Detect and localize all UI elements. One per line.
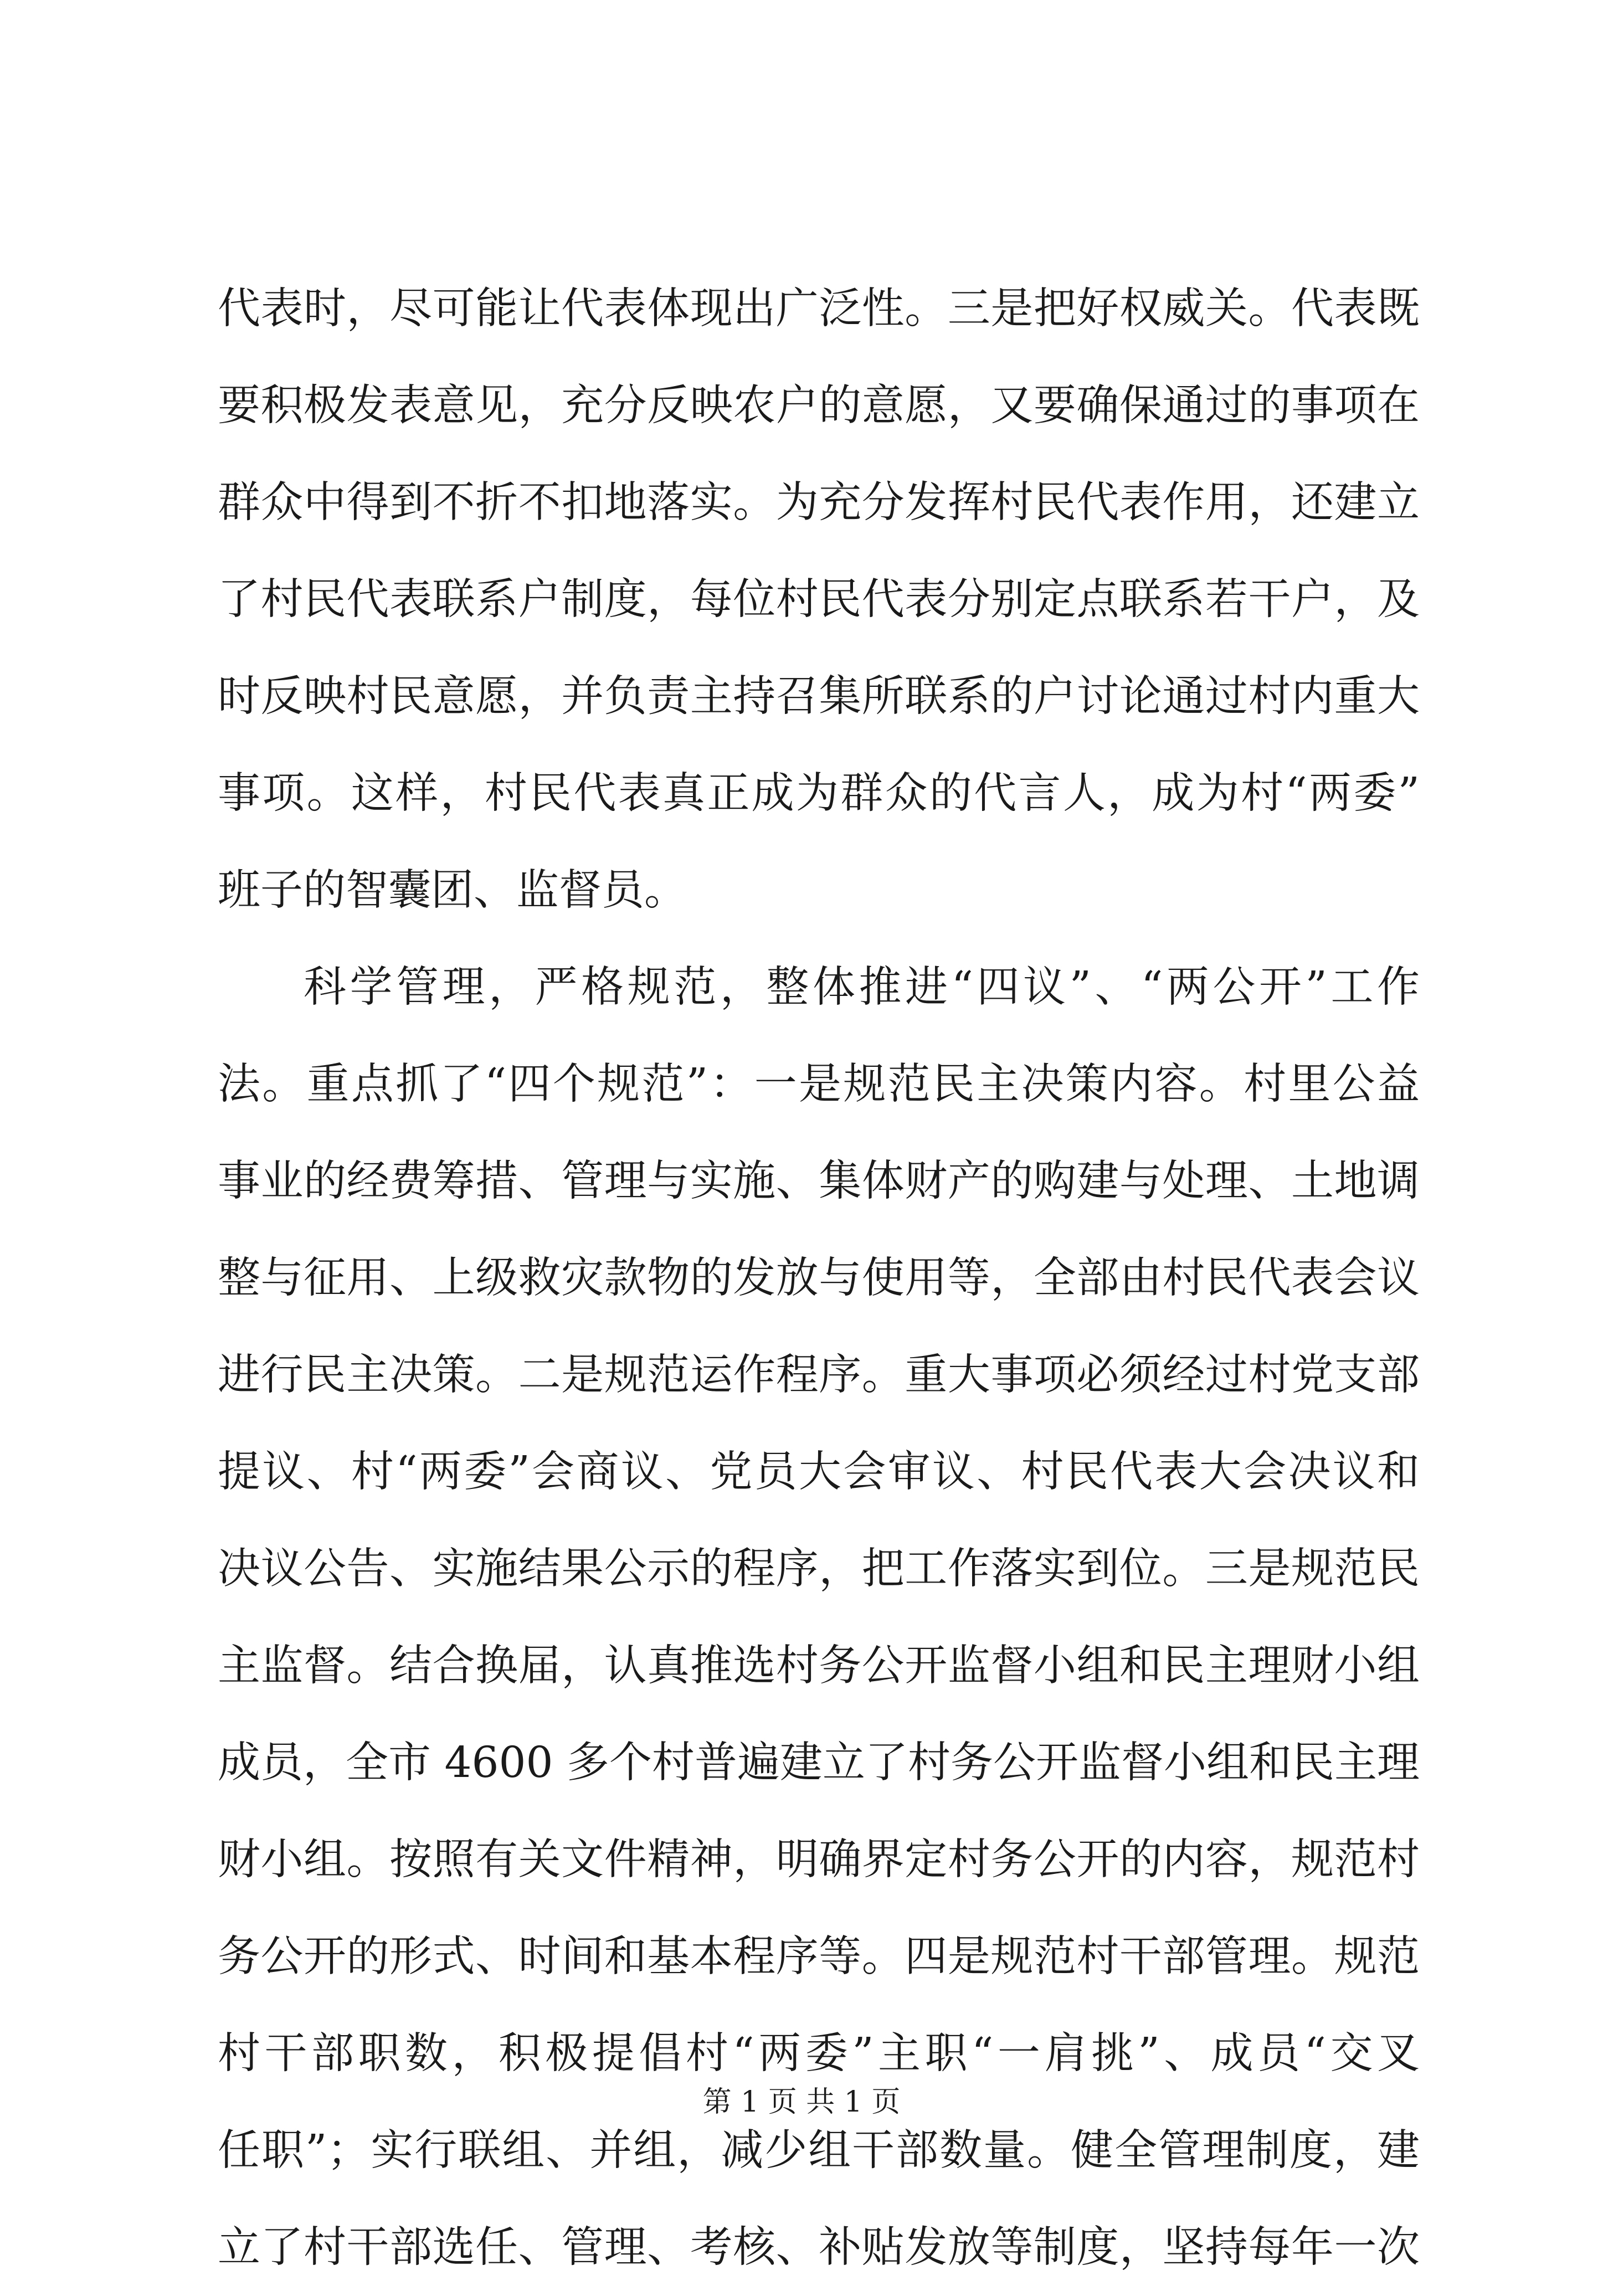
text-line: 整与征用、上级救灾款物的发放与使用等，全部由村民代表会议 [218,1254,1420,1303]
text-line: 班子的智囊团、监督员。 [218,866,687,915]
text-line: 任职”；实行联组、并组，减少组干部数量。健全管理制度，建 [218,2126,1420,2175]
page-number-label: 第 1 页 共 1 页 [702,2086,901,2119]
text-line: 法。重点抓了“四个规范”：一是规范民主决策内容。村里公益 [218,1060,1420,1109]
text-line: 务公开的形式、时间和基本程序等。四是规范村干部管理。规范 [218,1932,1420,1981]
text-line: 群众中得到不折不扣地落实。为充分发挥村民代表作用，还建立 [218,478,1420,527]
text-line: 村干部职数，积极提倡村“两委”主职“一肩挑”、成员“交叉 [218,2029,1420,2078]
text-line: 进行民主决策。二是规范运作程序。重大事项必须经过村党支部 [218,1350,1420,1400]
text-line: 科学管理，严格规范，整体推进“四议”、“两公开”工作 [304,963,1420,1012]
text-line: 事业的经费筹措、管理与实施、集体财产的购建与处理、土地调 [218,1157,1420,1206]
text-line: 代表时，尽可能让代表体现出广泛性。三是把好权威关。代表既 [218,284,1420,333]
document-body [218,260,1420,2296]
text-line: 主监督。结合换届，认真推选村务公开监督小组和民主理财小组 [218,1641,1420,1691]
text-line: 事项。这样，村民代表真正成为群众的代言人，成为村“两委” [218,769,1420,818]
text-line: 立了村干部选任、管理、考核、补贴发放等制度，坚持每年一次 [218,2223,1420,2272]
text-line: 提议、村“两委”会商议、党员大会审议、村民代表大会决议和 [218,1447,1420,1497]
text-line: 要积极发表意见，充分反映农户的意愿，又要确保通过的事项在 [218,381,1420,430]
text-line: 时反映村民意愿，并负责主持召集所联系的户讨论通过村内重大 [218,672,1420,721]
text-line: 了村民代表联系户制度，每位村民代表分别定点联系若干户，及 [218,575,1420,624]
page-footer [0,2083,1603,2122]
text-line: 财小组。按照有关文件精神，明确界定村务公开的内容，规范村 [218,1835,1420,1884]
text-line: 成员，全市 4600 多个村普遍建立了村务公开监督小组和民主理 [218,1738,1420,1788]
text-line: 决议公告、实施结果公示的程序，把工作落实到位。三是规范民 [218,1544,1420,1594]
